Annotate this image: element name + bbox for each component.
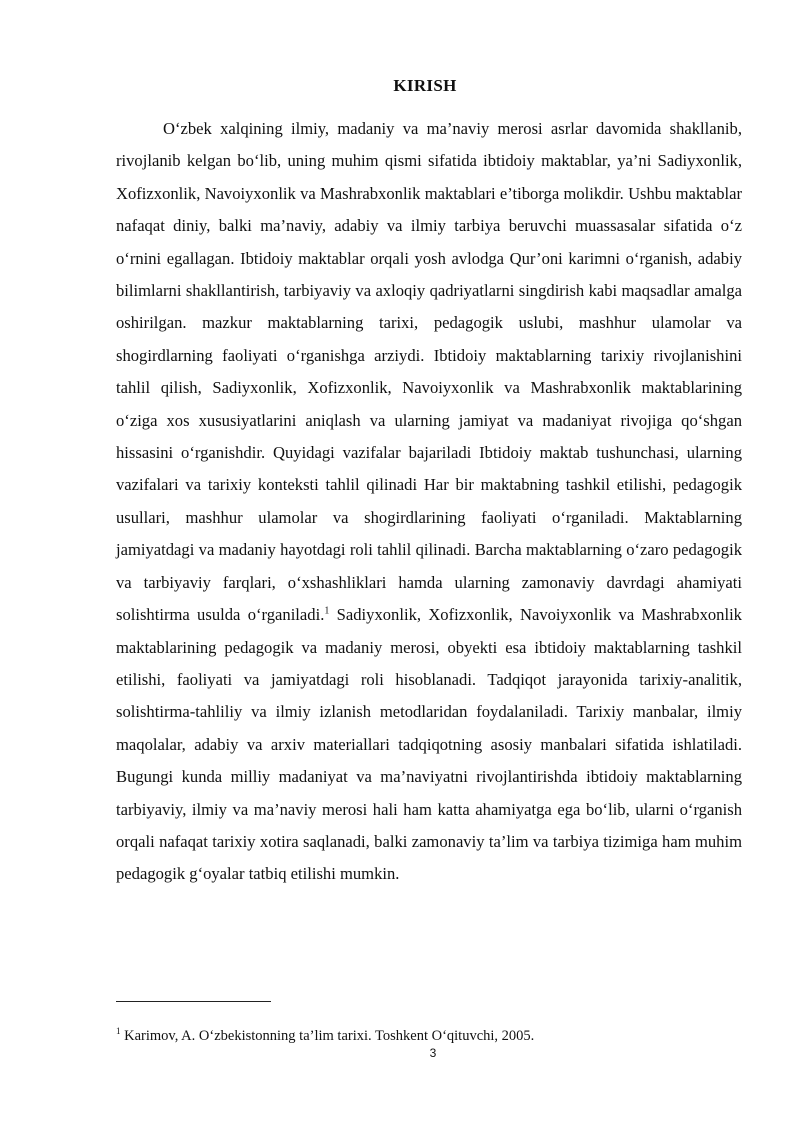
body-paragraph: [116, 113, 742, 891]
paragraph-text-part-2: Sadiyxonlik, Xofizxonlik, Navoiyxonlik va Mashrabxonlik maktablarining pedagogik va madaniy merosi, obyekti esa ibtidoiy maktablarning tashkil etilishi, faoliyati va jamiyatdagi roli hisoblanadi. Tadqiqot jarayonida tarixiy-analitik, solishtirma-tahliliy va ilmiy izlanish metodlaridan foydalaniladi. Tarixiy manbalar, ilmiy maqolalar, adabiy va arxiv materiallari tadqiqotning asosiy manbalari sifatida ishlatiladi. Bugungi kunda milliy madaniyat va ma’naviyatni rivojlantirishda ibtidoiy maktablarning tarbiyaviy, ilmiy va ma’naviy merosi hali ham katta ahamiyatga ega bo‘lib, ularni o‘rganish orqali nafaqat tarixiy xotira saqlanadi, balki zamonaviy ta’lim va tarbiya tizimiga ham muhim pedagogik g‘oyalar tatbiq etilishi mumkin.: [116, 605, 742, 884]
section-heading: KIRISH: [393, 76, 457, 95]
footnote: [116, 1027, 742, 1045]
footnote-marker: 1: [116, 1026, 121, 1037]
page-number: 3: [429, 1046, 437, 1060]
footnote-reference[interactable]: 1: [324, 605, 330, 617]
paragraph-text-part-1: O‘zbek xalqining ilmiy, madaniy va ma’naviy merosi asrlar davomida shakllanib, rivojlanib kelgan bo‘lib, uning muhim qismi sifatida ibtidoiy maktablar, ya’ni Sadiyxonlik, Xofizxonlik, Navoiyxonlik va Mashrabxonlik maktablari e’tiborga molikdir. Ushbu maktablar nafaqat diniy, balki ma’naviy, adabiy va ilmiy tarbiya beruvchi muassasalar sifatida o‘z o‘rnini egallagan. Ibtidoiy maktablar orqali yosh avlodga Qur’oni karimni o‘rganish, adabiy bilimlarni shakllantirish, tarbiyaviy va axloqiy qadriyatlarni singdirish kabi maqsadlar amalga oshirilgan. mazkur maktablarning tarixi, pedagogik uslubi, mashhur ulamolar va shogirdlarning faoliyati o‘rganishga arziydi. Ibtidoiy maktablarning tarixiy rivojlanishini tahlil qilish, Sadiyxonlik, Xofizxonlik, Navoiyxonlik va Mashrabxonlik maktablarining o‘ziga xos xususiyatlarini aniqlash va ularning jamiyat va madaniyat rivojiga qo‘shgan hissasini o‘rganishdir. Quyidagi vazifalar bajariladi Ibtidoiy maktab tushunchasi, ularning vazifalari va tarixiy konteksti tahlil qilinadi Har bir maktabning tashkil etilishi, pedagogik usullari, mashhur ulamolar va shogirdlarining faoliyati o‘rganiladi. Maktablarning jamiyatdagi va madaniy hayotdagi roli tahlil qilinadi. Barcha maktablarning o‘zaro pedagogik va tarbiyaviy farqlari, o‘xshashliklari hamda ularning zamonaviy davrdagi ahamiyati solishtirma usulda o‘rganiladi.: [116, 119, 742, 625]
footnote-separator: [116, 1001, 271, 1002]
footnote-text: Karimov, A. O‘zbekistonning ta’lim tarixi. Toshkent O‘qituvchi, 2005.: [120, 1028, 535, 1044]
